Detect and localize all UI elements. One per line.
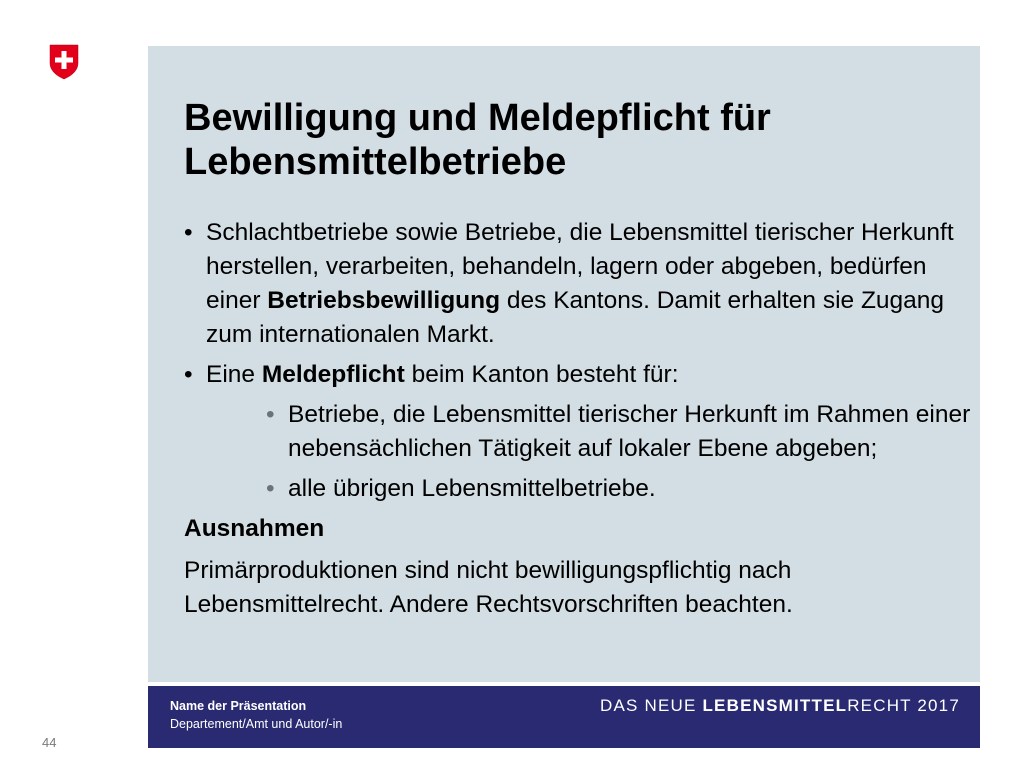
bullet-glyph: • xyxy=(184,361,193,388)
bullet-text: beim Kanton besteht für: xyxy=(404,361,679,388)
footer-department: Departement/Amt und Autor/-in xyxy=(170,717,343,731)
bullet-item-notification xyxy=(184,358,974,392)
content-panel xyxy=(148,46,980,682)
footer-brand-bold: LEBENSMITTEL xyxy=(702,696,848,715)
bullet-bold-text: Betriebsbewilligung xyxy=(267,287,501,314)
bullet-text: des Kantons. Damit erhalten sie Zugang zum internationalen Markt. xyxy=(206,287,945,348)
swiss-cross-shield-icon xyxy=(49,44,79,80)
bullet-item-license xyxy=(184,216,974,352)
exceptions-text: Primärproduktionen sind nicht bewilligungspflichtig nach Lebensmittelrecht. Andere Rechtsvorschriften beachten. xyxy=(184,557,793,618)
slide-title-line2: Lebensmittelbetriebe xyxy=(184,141,567,183)
footer-bar xyxy=(148,686,980,748)
bullet-bold-text: Meldepflicht xyxy=(261,361,405,388)
sub-bullet-item xyxy=(184,398,974,466)
bullet-glyph: • xyxy=(184,219,193,246)
slide-title xyxy=(184,96,944,184)
bullet-text: Schlachtbetriebe sowie Betriebe, die Lebensmittel tierischer Herkunft herstellen, verarbeiten, behandeln, lagern oder abgeben, bedürfen einer xyxy=(206,219,954,314)
sub-bullet-text: alle übrigen Lebensmittelbetriebe. xyxy=(288,475,656,502)
slide-body xyxy=(184,216,974,622)
footer-brand xyxy=(600,696,960,716)
exceptions-heading: Ausnahmen xyxy=(184,515,325,542)
footer-brand-prefix: DAS NEUE xyxy=(600,696,703,715)
sub-bullet-item xyxy=(184,472,974,506)
bullet-text: Eine xyxy=(206,361,262,388)
sub-bullet-glyph: • xyxy=(266,401,275,428)
footer-brand-suffix: RECHT 2017 xyxy=(847,696,960,715)
page-number: 44 xyxy=(42,735,57,750)
sub-bullet-glyph: • xyxy=(266,475,275,502)
footer-presentation-name: Name der Präsentation xyxy=(170,699,307,713)
sub-bullet-text: Betriebe, die Lebensmittel tierischer Herkunft im Rahmen einer nebensächlichen Tätigkeit auf lokaler Ebene abgeben; xyxy=(288,401,971,462)
slide-title-line1: Bewilligung und Meldepflicht für xyxy=(184,97,771,139)
